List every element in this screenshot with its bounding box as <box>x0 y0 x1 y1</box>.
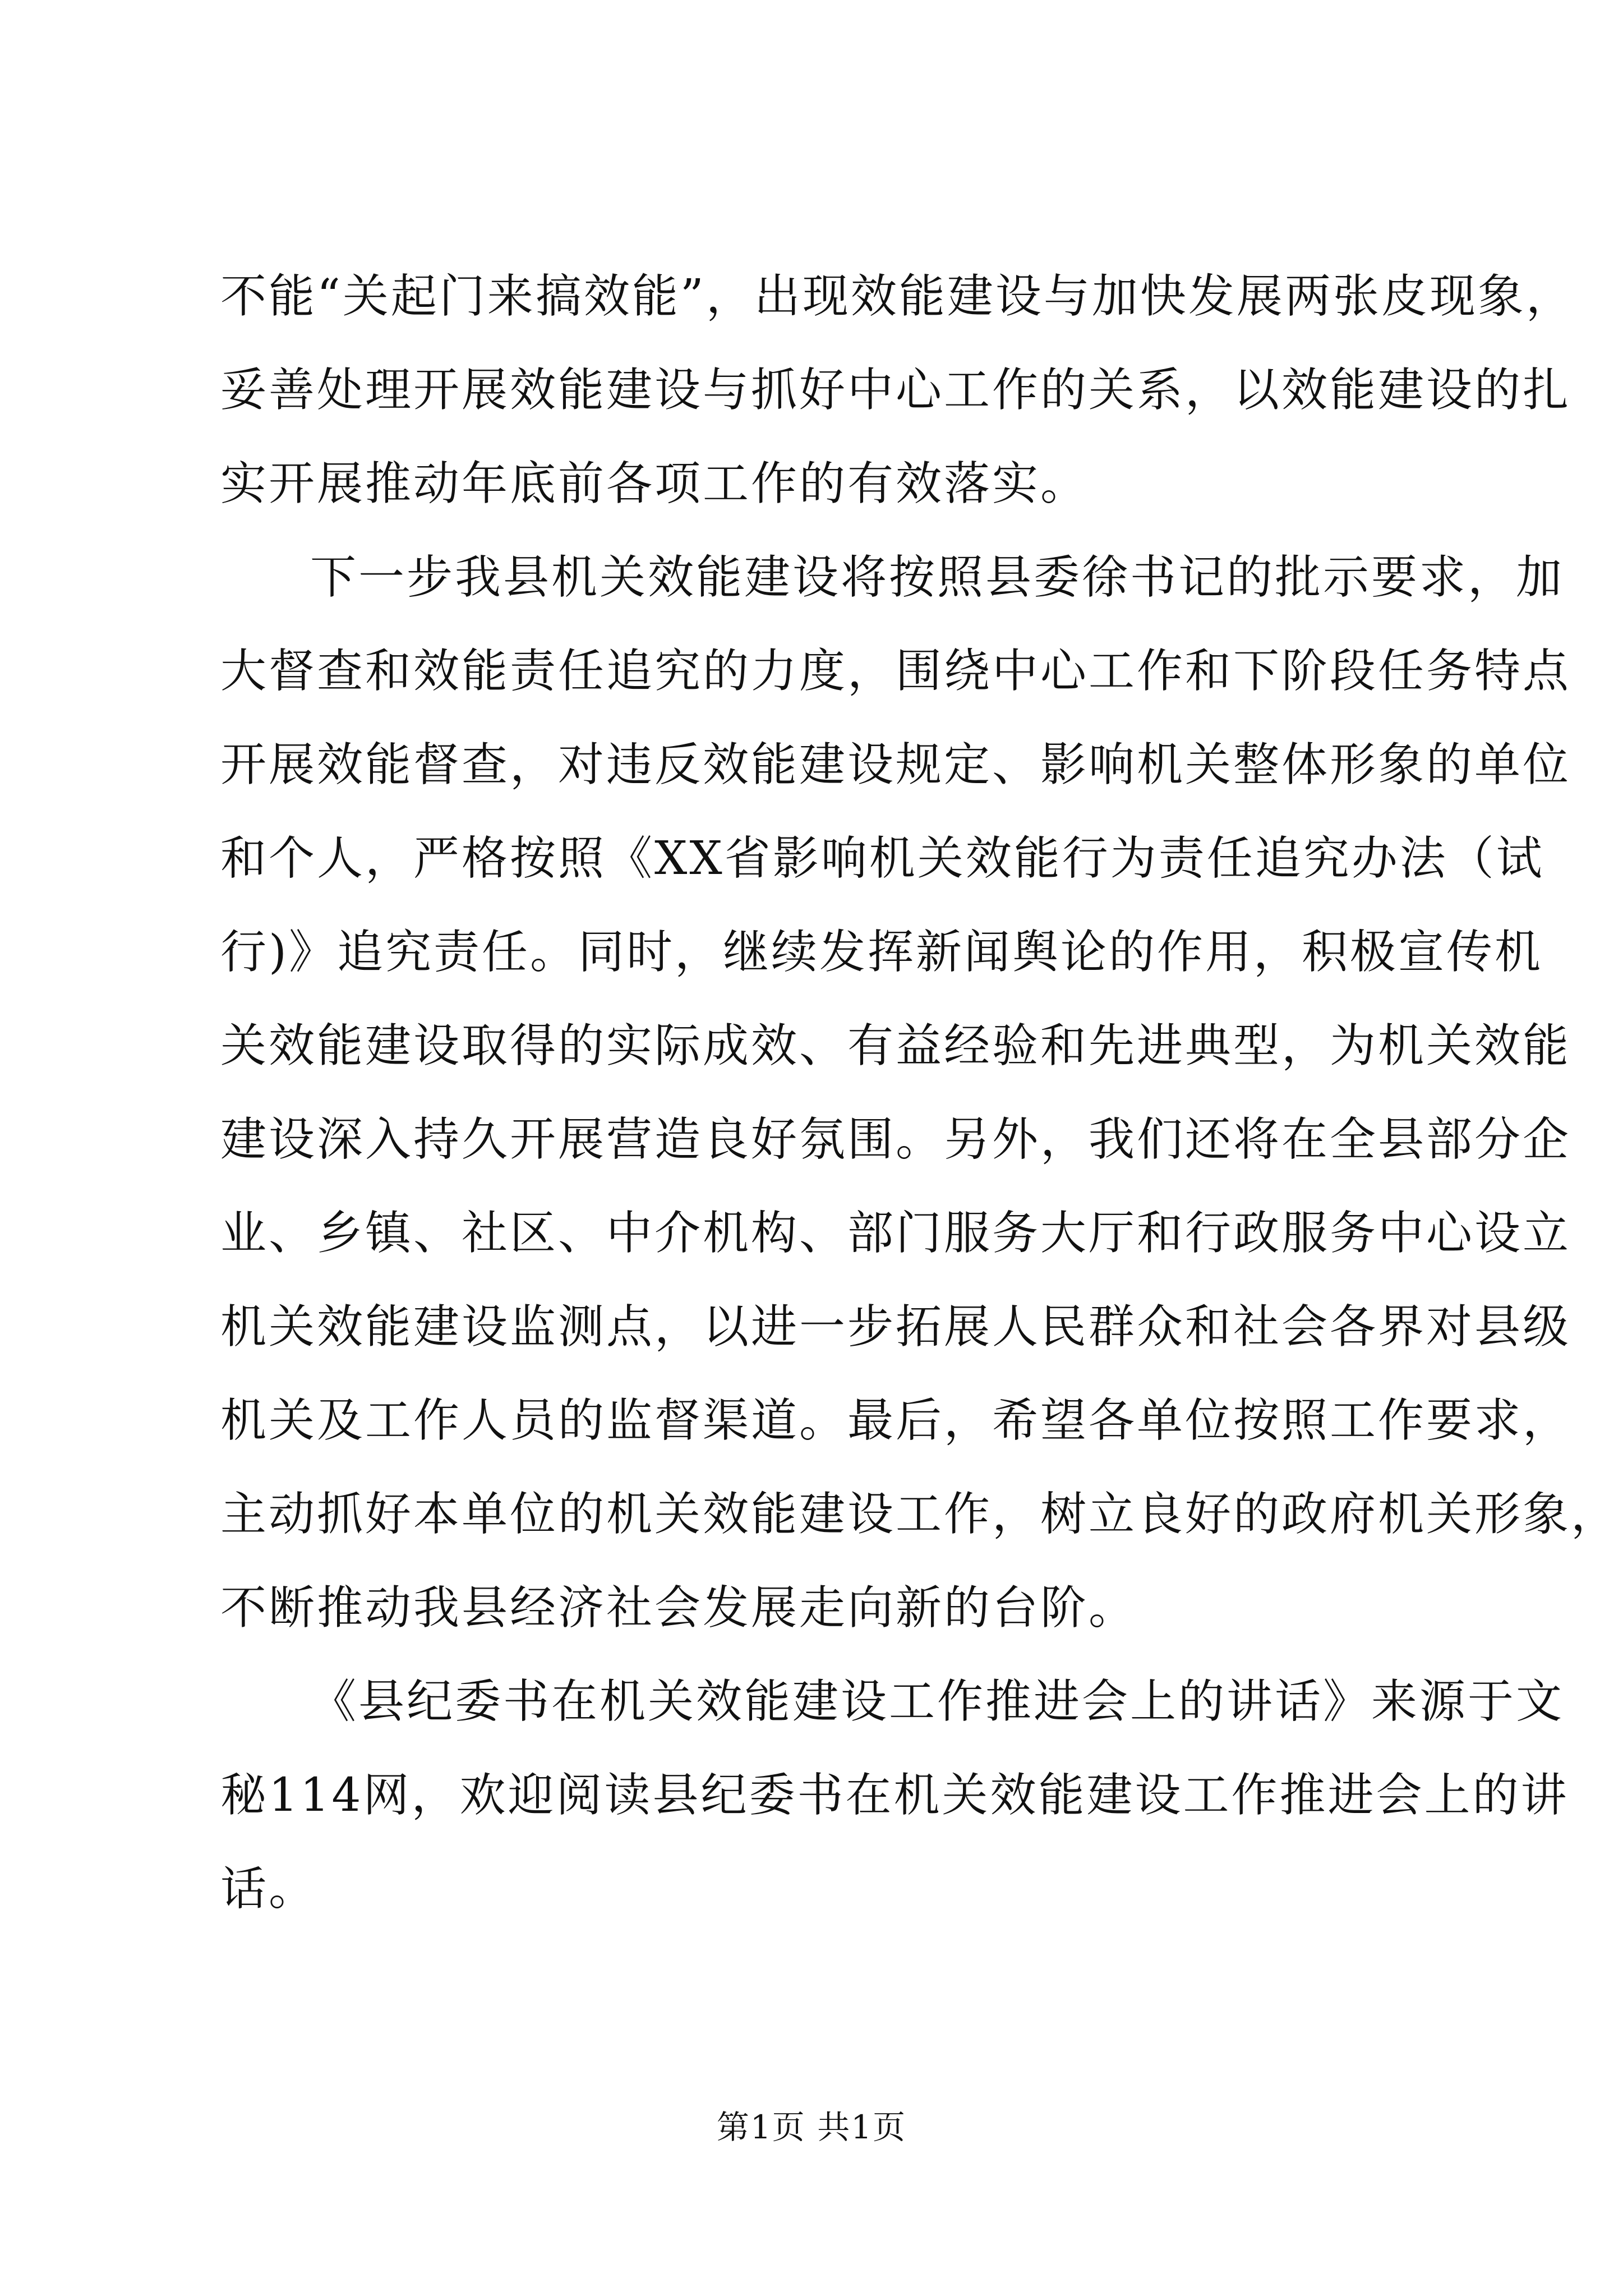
text-line: 下一步我县机关效能建设将按照县委徐书记的批示要求，加 <box>310 551 1565 604</box>
paragraph-2 <box>220 531 1620 1655</box>
text-line: 和个人，严格按照《XX省影响机关效能行为责任追究办法（试 <box>220 832 1544 885</box>
text-line: 业、乡镇、社区、中介机构、部门服务大厅和行政服务中心设立 <box>220 1207 1571 1260</box>
text-line: 机关及工作人员的监督渠道。最后，希望各单位按照工作要求， <box>220 1394 1571 1447</box>
text-line: 话。 <box>220 1862 317 1916</box>
text-line: 大督查和效能责任追究的力度，围绕中心工作和下阶段任务特点 <box>220 645 1571 698</box>
text-line: 《县纪委书在机关效能建设工作推进会上的讲话》来源于文 <box>310 1675 1565 1728</box>
text-line: 开展效能督查，对违反效能建设规定、影响机关整体形象的单位 <box>220 738 1571 792</box>
text-line: 建设深入持久开展营造良好氛围。另外，我们还将在全县部分企 <box>220 1113 1571 1166</box>
page-number-label: 第1页 共1页 <box>716 2108 907 2146</box>
text-line: 实开展推动年底前各项工作的有效落实。 <box>220 457 1089 510</box>
text-line: 行)》追究责任。同时，继续发挥新闻舆论的作用，积极宣传机 <box>220 926 1543 979</box>
document-body <box>220 250 1620 1936</box>
text-line: 不断推动我县经济社会发展走向新的台阶。 <box>220 1581 1137 1635</box>
text-line: 秘114网，欢迎阅读县纪委书在机关效能建设工作推进会上的讲 <box>220 1769 1569 1822</box>
text-line: 机关效能建设监测点，以进一步拓展人民群众和社会各界对县级 <box>220 1300 1571 1354</box>
paragraph-3 <box>220 1655 1569 1936</box>
text-line: 妥善处理开展效能建设与抓好中心工作的关系，以效能建设的扎 <box>220 364 1571 417</box>
page-footer <box>0 2101 1623 2148</box>
text-line: 不能“关起门来搞效能”，出现效能建设与加快发展两张皮现象， <box>220 270 1574 323</box>
text-line: 关效能建设取得的实际成效、有益经验和先进典型，为机关效能 <box>220 1019 1571 1073</box>
paragraph-1 <box>220 250 1574 531</box>
text-line: 主动抓好本单位的机关效能建设工作，树立良好的政府机关形象， <box>220 1488 1620 1541</box>
